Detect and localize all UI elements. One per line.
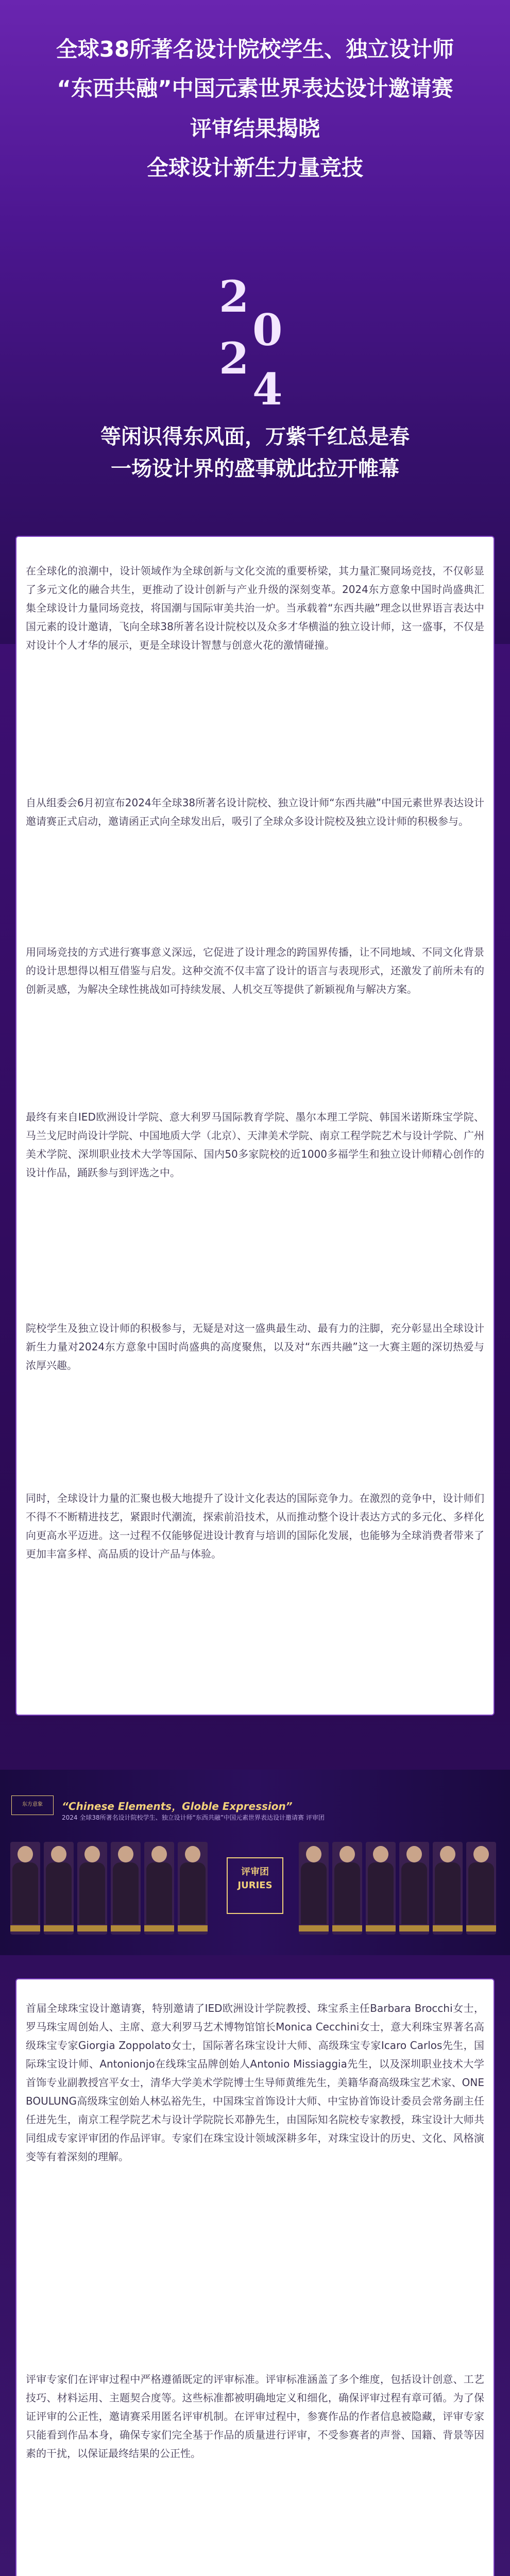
intro-paragraph-3: 用同场竞技的方式进行赛事意义深远，它促进了设计理念的跨国界传播，让不同地域、不同文化背景的设计思想得以相互借鉴与启发。这种交流不仅丰富了设计的语言与表现形式，还激发了前所未有的创新灵感，为解决全球性挑战如可持续发展、人机交互等提供了新颖视角与解决方案。: [26, 946, 484, 995]
judge-portrait: [332, 1842, 362, 1935]
intro-paragraph-6: 同时，全球设计力量的汇聚也极大地提升了设计文化表达的国际竞争力。在激烈的竞争中，设计师们不得不不断精进技艺，紧跟时代潮流，探索前沿技术，从而推动整个设计表达方式的多元化、多样化向更高水平迈进。这一过程不仅能够促进设计教育与培训的国际化发展，也能够为全球消费者带来了更加丰富多样、高品质的设计产品与体验。: [26, 1492, 484, 1560]
judge-portrait: [111, 1842, 141, 1935]
judge-portrait: [466, 1842, 496, 1935]
juries-paragraph-2: 评审专家们在评审过程中严格遵循既定的评审标准。评审标准涵盖了多个维度，包括设计创意、工艺技巧、材料运用、主题契合度等。这些标准都被明确地定义和细化，确保评审过程有章可循。为了保证评审的公正性，邀请赛采用匿名评审机制。在评审过程中，参赛作品的作者信息被隐藏，评审专家只能看到作品本身，确保专家们完全基于作品的质量进行评审，不受参赛者的声誉、国籍、背景等因素的干扰，以保证最终结果的公正性。: [26, 2373, 484, 2460]
judge-portrait: [77, 1842, 107, 1935]
event-logo: 东方意象: [11, 1795, 54, 1815]
juries-paragraph-1: 首届全球珠宝设计邀请赛，特别邀请了IED欧洲设计学院教授、珠宝系主任Barbara Brocchi女士，罗马珠宝周创始人、主席、意大利罗马艺术博物馆馆长Monica Cecchini女士，意大利珠宝界著名高级珠宝专家Giorgia Zoppolato女士，国际著名珠宝设计大师、高级珠宝专家Icaro Carlos先生，国际珠宝设计师、Antonionjo在线珠宝品牌创始人Antonio Missiaggia先生，以及深圳职业技术大学首饰专业副教授宫平女士，清华大学美术学院博士生导师黄维先生，美籍华裔高级珠宝艺术家、ONE BOULUNG高级珠宝创始人林弘裕先生，中国珠宝首饰设计大师、中宝协首饰设计委员会常务副主任任进先生，南京工程学院艺术与设计学院院长邓静先生，由国际知名院校专家教授，珠宝设计大师共同组成专家评审团的作品评审。专家们在珠宝设计领域深耕多年，对珠宝设计的历史、文化、风格演变等有着深刻的理解。: [26, 2002, 484, 2163]
slogan-line-1: 等闲识得东风面，万紫千红总是春: [100, 425, 410, 449]
title-line-4: 全球设计新生力量竞技: [146, 155, 363, 180]
judge-portrait: [178, 1842, 208, 1935]
title-line-1: 全球38所著名设计院校学生、独立设计师: [56, 37, 454, 62]
judge-portrait: [399, 1842, 429, 1935]
title-line-3: 评审结果揭晓: [190, 116, 320, 141]
slogan-line-2: 一场设计界的盛事就此拉开帷幕: [111, 456, 399, 481]
juries-banner: [0, 1770, 510, 1955]
juries-badge: 评审团 JURIES: [227, 1857, 283, 1914]
year-graphic: [203, 273, 307, 407]
intro-paragraph-1: 在全球化的浪潮中，设计领域作为全球创新与文化交流的重要桥梁，其力量汇聚同场竞技，不仅彰显了多元文化的融合共生，更推动了设计创新与产业升级的深刻变革。2024东方意象中国时尚盛典汇集全球设计力量同场竞技，将国潮与国际审美共治一炉。当承载着“东西共融”理念以世界语言表达中国元素的设计邀请，飞向全球38所著名设计院校以及众多才华横溢的独立设计师，这一盛事，不仅是对设计个人才华的展示，更是全球设计智慧与创意火花的激情碰撞。: [26, 565, 484, 651]
year-digit-2a: 2: [219, 273, 249, 322]
intro-paragraph-4: 最终有来自IED欧洲设计学院、意大利罗马国际教育学院、墨尔本理工学院、韩国米诺斯珠宝学院、马兰戈尼时尚设计学院、中国地质大学（北京）、天津美术学院、南京工程学院艺术与设计学院、广州美术学院、深圳职业技术大学等国际、国内50多家院校的近1000多福学生和独立设计师精心创作的设计作品，踊跃参与到评选之中。: [26, 1111, 484, 1179]
judge-portrait: [366, 1842, 396, 1935]
year-digit-0: 0: [252, 304, 283, 355]
banner-subtitle: 2024 全球38所著名设计院校学生、独立设计师“东西共融”中国元素世界表达设计邀请赛 评审团: [62, 1814, 325, 1821]
year-digit-4: 4: [252, 364, 283, 407]
intro-paragraph-2: 自从组委会6月初宣布2024年全球38所著名设计院校、独立设计师“东西共融”中国元素世界表达设计邀请赛正式启动，邀请函正式向全球发出后，吸引了全球众多设计院校及独立设计师的积极参与。: [26, 796, 484, 827]
banner-title: “Chinese Elements，Globle Expression”: [62, 1800, 293, 1812]
judge-portrait: [144, 1842, 174, 1935]
intro-paragraph-5: 院校学生及独立设计师的积极参与，无疑是对这一盛典最生动、最有力的注脚，充分彰显出全球设计新生力量对2024东方意象中国时尚盛典的高度聚焦，以及对“东西共融”这一大赛主题的深切热爱与浓厚兴趣。: [26, 1322, 484, 1371]
judge-portrait: [44, 1842, 74, 1935]
judge-portrait: [299, 1842, 329, 1935]
judge-portrait: [433, 1842, 463, 1935]
judge-portrait: [10, 1842, 40, 1935]
year-digit-2b: 2: [219, 333, 249, 384]
title-line-2: “东西共融”中国元素世界表达设计邀请赛: [57, 76, 453, 101]
